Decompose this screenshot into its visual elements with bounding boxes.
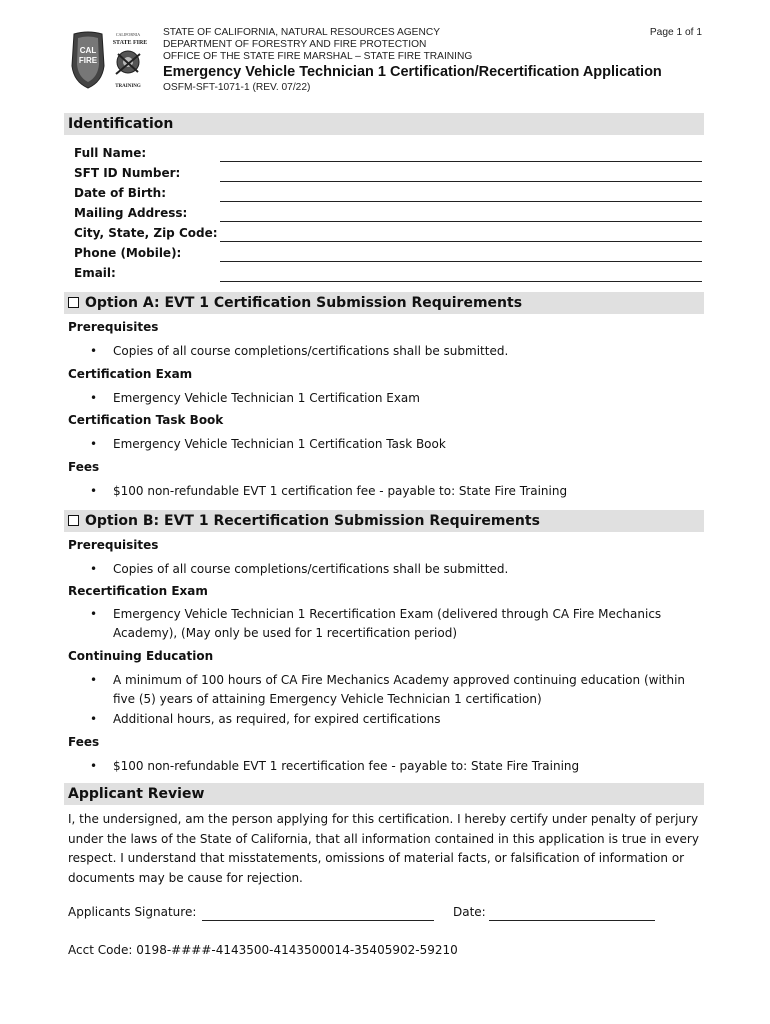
logo-training: TRAINING	[115, 84, 141, 89]
list-item-text: Copies of all course completions/certifications shall be submitted.	[113, 562, 509, 576]
applicant-review-heading-text: Applicant Review	[68, 786, 205, 802]
date-of-birth-label: Date of Birth:	[74, 186, 167, 200]
list-item-text: $100 non-refundable EVT 1 certification fee - payable to: State Fire Training	[113, 484, 568, 498]
bullet-dot: •	[90, 673, 98, 687]
certification-statement: I, the undersigned, am the person applying for this certification. I hereby certify under penalty of perjury under the laws of the State of California, that all information contained in this application is true in every respect. I understand that misstatements, omissions of material facts, or falsification of information or documents may be cause for rejection.	[68, 812, 699, 885]
acct-code: Acct Code: 0198-####-4143500-4143500014-35405902-59210	[68, 943, 458, 957]
bullet-dot: •	[90, 607, 98, 621]
identification-heading	[64, 113, 704, 135]
logo-fire: FIRE	[78, 56, 98, 65]
logo-california: CALIFORNIA	[115, 32, 141, 37]
list-item	[90, 757, 704, 776]
applicant-review-heading	[64, 783, 704, 805]
option-b-recertification-exam-heading: Recertification Exam	[68, 584, 208, 598]
bullet-dot: •	[90, 344, 98, 358]
option-b-heading-text: Option B: EVT 1 Recertification Submission Requirements	[85, 513, 540, 529]
form-title: Emergency Vehicle Technician 1 Certification/Recertification Application	[163, 64, 662, 80]
sft-id-label: SFT ID Number:	[74, 166, 181, 180]
phone-mobile-label: Phone (Mobile):	[74, 246, 182, 260]
option-a-task-book-heading: Certification Task Book	[68, 413, 224, 427]
bullet-dot: •	[90, 562, 98, 576]
cal-fire-logo	[68, 26, 156, 92]
option-b-prerequisites-heading: Prerequisites	[68, 538, 159, 552]
agency-line-3: OFFICE OF THE STATE FIRE MARSHAL – STATE FIRE TRAINING	[163, 51, 473, 62]
signature-label: Applicants Signature:	[68, 905, 197, 919]
bullet-dot: •	[90, 437, 98, 451]
list-item	[90, 389, 704, 408]
bullet-dot: •	[90, 391, 98, 405]
option-b-continuing-education-heading: Continuing Education	[68, 649, 214, 663]
agency-line-1: STATE OF CALIFORNIA, NATURAL RESOURCES AGENCY	[163, 27, 440, 38]
mailing-address-label: Mailing Address:	[74, 206, 188, 220]
list-item	[90, 671, 704, 709]
date-label: Date:	[453, 905, 486, 919]
list-item	[90, 342, 704, 361]
list-item-text: Emergency Vehicle Technician 1 Certification Exam	[113, 391, 420, 405]
identification-heading-text: Identification	[68, 116, 174, 132]
sft-id-field[interactable]	[220, 181, 702, 182]
list-item	[90, 435, 704, 454]
option-b-heading	[64, 510, 704, 532]
list-item-text: Emergency Vehicle Technician 1 Recertification Exam (delivered through CA Fire Mechanics Academy), (May only be used for 1 recertification period)	[113, 607, 662, 640]
list-item	[90, 710, 704, 729]
list-item	[90, 482, 704, 501]
list-item	[90, 605, 704, 643]
mailing-address-field[interactable]	[220, 221, 702, 222]
email-label: Email:	[74, 266, 116, 280]
option-a-checkbox[interactable]	[68, 297, 79, 308]
city-state-zip-field[interactable]	[220, 241, 702, 242]
list-item-text: Emergency Vehicle Technician 1 Certification Task Book	[113, 437, 446, 451]
list-item-text: $100 non-refundable EVT 1 recertification fee - payable to: State Fire Training	[113, 759, 580, 773]
phone-mobile-field[interactable]	[220, 261, 702, 262]
city-state-zip-label: City, State, Zip Code:	[74, 226, 218, 240]
logo-state-fire: STATE FIRE	[112, 40, 148, 46]
full-name-label: Full Name:	[74, 146, 147, 160]
date-of-birth-field[interactable]	[220, 201, 702, 202]
date-field[interactable]	[489, 920, 655, 921]
list-item-text: Copies of all course completions/certifications shall be submitted.	[113, 344, 509, 358]
option-a-fees-heading: Fees	[68, 460, 100, 474]
option-a-prerequisites-heading: Prerequisites	[68, 320, 159, 334]
option-b-checkbox[interactable]	[68, 515, 79, 526]
option-b-fees-heading: Fees	[68, 735, 100, 749]
email-field[interactable]	[220, 281, 702, 282]
agency-line-2: DEPARTMENT OF FORESTRY AND FIRE PROTECTION	[163, 39, 427, 50]
agency-block	[163, 27, 472, 63]
bullet-dot: •	[90, 712, 98, 726]
bullet-dot: •	[90, 484, 98, 498]
full-name-field[interactable]	[220, 161, 702, 162]
form-number: OSFM-SFT-1071-1 (REV. 07/22)	[163, 82, 311, 93]
list-item	[90, 560, 704, 579]
signature-field[interactable]	[202, 920, 434, 921]
logo-cal: CAL	[79, 46, 97, 55]
option-a-certification-exam-heading: Certification Exam	[68, 367, 193, 381]
list-item-text: Additional hours, as required, for expired certifications	[113, 712, 441, 726]
list-item-text: A minimum of 100 hours of CA Fire Mechanics Academy approved continuing education (within five (5) years of attaining Emergency Vehicle Technician 1 certification)	[113, 673, 686, 706]
option-a-heading-text: Option A: EVT 1 Certification Submission Requirements	[85, 295, 523, 311]
option-a-heading	[64, 292, 704, 314]
page-number: Page 1 of 1	[649, 27, 702, 38]
bullet-dot: •	[90, 759, 98, 773]
